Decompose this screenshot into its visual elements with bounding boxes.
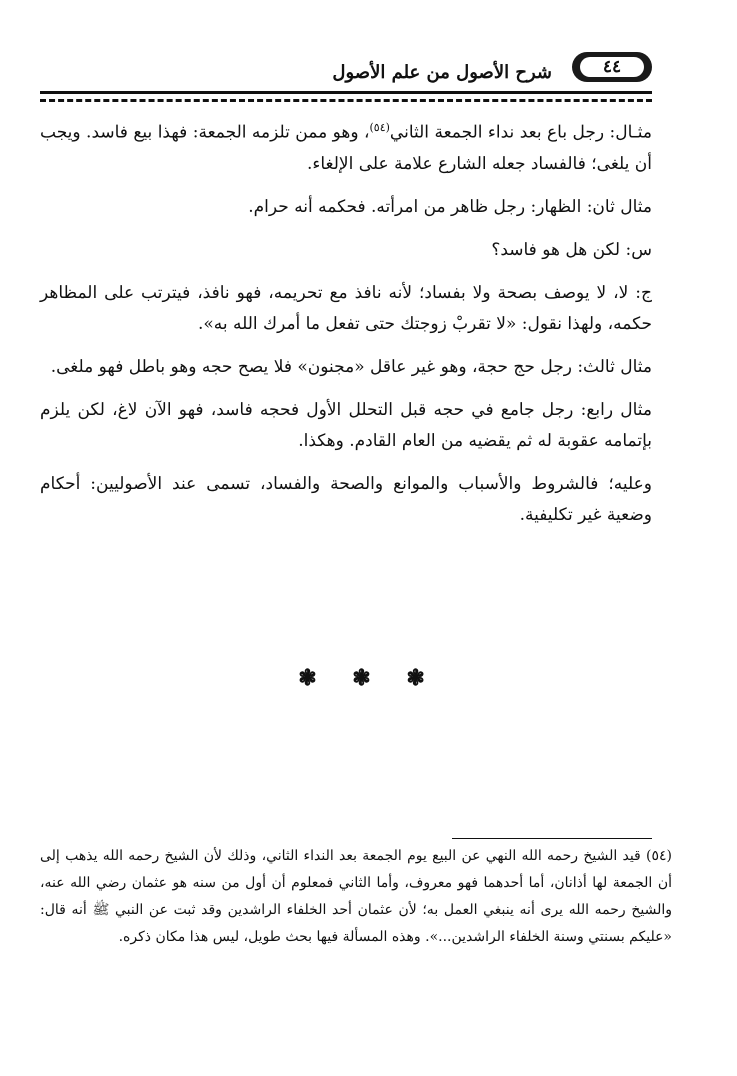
running-title: شرح الأصول من علم الأصول	[332, 62, 552, 83]
footnote-mark: (٥٤)	[646, 848, 672, 864]
header-rule	[40, 91, 652, 94]
page-number-badge	[572, 52, 652, 82]
page-number: ٤٤	[580, 57, 644, 77]
paragraph-text: مثـال: رجل باع بعد نداء الجمعة الثاني	[389, 122, 653, 143]
paragraph-question: س: لكن هل هو فاسد؟	[491, 239, 652, 260]
paragraph-text: ، وهو ممن تلزمه الجمعة: فهذا بيع فاسد. ويجب أن يلغى؛ فالفساد جعله الشارع علامة على الإلغاء.	[40, 122, 652, 174]
paragraph-conclusion: وعليه؛ فالشروط والأسباب والموانع والصحة والفساد، تسمى عند الأصوليين: أحكام وضعية غير تكليفية.	[40, 473, 652, 525]
paragraph-example-4: مثال رابع: رجل جامع في حجه قبل التحلل الأول فحجه فاسد، فهو الآن لاغ، لكن يلزم بإتمامه عقوبة له ثم يقضيه من العام القادم. وهكذا.	[40, 399, 652, 451]
footnote-text: قيد الشيخ رحمه الله النهي عن البيع يوم الجمعة بعد النداء الثاني، وذلك لأن الشيخ رحمه الله يذهب إلى أن الجمعة لها أذانان، أما أحدهما فهو معروف، وأما الثاني فمعلوم أن أول من سنه هو عثمان رضي الله عنه، والشيخ رحمه الله يرى أنه ينبغي العمل به؛ لأن عثمان أحد الخلفاء الراشدين وقد ثبت عن النبي ﷺ أنه قال: «عليكم بسنتي وسنة الخلفاء الراشدين...». وهذه المسألة فيها بحث طويل، ليس هذا مكان ذكره.	[40, 848, 672, 945]
paragraph-example-2: مثال ثان: الظهار: رجل ظاهر من امرأته. فحكمه أنه حرام.	[248, 196, 652, 217]
page-header	[40, 50, 652, 90]
paragraph-example-3: مثال ثالث: رجل حج حجة، وهو غير عاقل «مجنون» فلا يصح حجه وهو باطل فهو ملغى.	[50, 356, 652, 377]
footnote	[40, 843, 672, 951]
footnote-reference[interactable]: (٥٤)	[369, 121, 390, 134]
section-separator: ❃ ❃ ❃	[298, 665, 439, 691]
paragraph-example-1	[40, 112, 652, 180]
header-dashed-rule	[40, 99, 652, 102]
paragraph-answer: ج: لا، لا يوصف بصحة ولا بفساد؛ لأنه نافذ مع تحريمه، فهو نافذ، فيترتب على المظاهر حكمه، ولهذا نقول: «لا تقربْ زوجتك حتى تفعل ما أمرك الله به».	[40, 282, 652, 334]
page-body	[40, 112, 652, 543]
footnote-rule	[452, 838, 652, 839]
